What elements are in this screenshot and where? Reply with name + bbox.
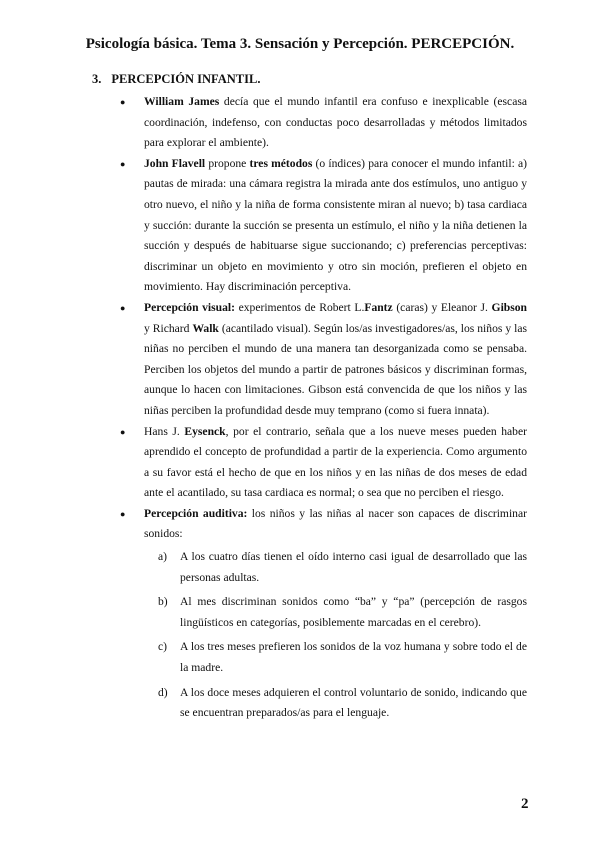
sub-item-marker: c)	[158, 640, 168, 654]
bullet-text: propone	[205, 156, 250, 170]
bullet-percepcion-auditiva	[144, 504, 527, 724]
bullet-list	[0, 92, 600, 724]
bullet-percepcion-visual	[144, 298, 527, 422]
sub-item-text: A los cuatro días tienen el oído interno casi igual de desarrollado que las personas adultas.	[180, 550, 527, 584]
section-number: 3.	[92, 72, 102, 86]
sub-item-text: Al mes discriminan sonidos como “ba” y “pa” (percepción de rasgos lingüísticos en categorías, posiblemente marcadas en el cerebro).	[180, 595, 527, 629]
page-number: 2	[521, 796, 529, 812]
sub-item-marker: d)	[158, 685, 168, 699]
sub-item-c	[158, 637, 527, 678]
name-fantz: Fantz	[364, 300, 393, 314]
bullet-text: (o índices) para conocer el mundo infantil: a) pautas de mirada: una cámara registra la mirada ante dos estímulos, uno antiguo y otro nuevo, el niño y la niña de forma consistente miran al nuevo; b) tasa cardiaca y succión: durante la succión se presenta un estímulo, el niño y la niña detienen la succión y después de habituarse sigue succionando; c) preferencias perceptivas: discriminar un objeto en movimiento y otro sin moción, prefieren el objeto en movimiento. Hay discriminación perceptiva.	[144, 156, 527, 294]
bullet-william-james	[144, 92, 527, 154]
sub-item-d	[158, 683, 527, 724]
bullet-text: , por el contrario, señala que a los nueve meses pueden haber aprendido el concepto de profundidad a partir de la experiencia. Como argumento a su favor está el hecho de que en los niños y en las niñas de dos meses de edad ante el acantilado, su tasa cardiaca es normal; o sea que no perciben el riesgo.	[144, 424, 527, 500]
sub-item-b	[158, 592, 527, 633]
bullet-text: y Richard	[144, 321, 193, 335]
section-heading	[92, 72, 260, 87]
sub-item-marker: a)	[158, 550, 168, 564]
label-percepcion-visual: Percepción visual:	[144, 300, 235, 314]
page-header: Psicología básica. Tema 3. Sensación y Percepción. PERCEPCIÓN.	[85, 36, 515, 52]
section-title: PERCEPCIÓN INFANTIL.	[111, 72, 261, 86]
label-percepcion-auditiva: Percepción auditiva:	[144, 506, 248, 520]
sub-item-text: A los tres meses prefieren los sonidos de la voz humana y sobre todo el de la madre.	[180, 640, 527, 675]
name-william-james: William James	[144, 95, 220, 108]
sub-item-marker: b)	[158, 595, 168, 609]
name-walk: Walk	[192, 321, 219, 335]
bullet-text: los niños y las niñas al nacer son capaces de discriminar sonidos:	[144, 506, 527, 541]
bullet-john-flavell	[144, 154, 527, 298]
term-tres-metodos: tres métodos	[249, 156, 313, 170]
bullet-text: Hans J.	[144, 424, 185, 438]
sub-list	[144, 547, 527, 724]
bullet-text: (acantilado visual). Según los/as investigadores/as, los niños y las niñas no perciben el mundo de una manera tan desorganizada como se pensaba. Perciben los objetos del mundo a partir de patrones básicos y discriminan formas, aunque lo hacen con limitaciones. Gibson está convencida de que los niños y las niñas perciben la profundidad desde muy temprano (como si fuera innata).	[144, 321, 527, 417]
sub-item-a	[158, 547, 527, 588]
bullet-text: decía que el mundo infantil era confuso e inexplicable (escasa coordinación, indefenso, con conductas poco desarrolladas y métodos limitados para explorar el ambiente).	[144, 95, 528, 150]
bullet-hans-eysenck	[144, 422, 527, 504]
bullet-text: experimentos de Robert L.	[234, 300, 365, 314]
name-gibson: Gibson	[491, 300, 527, 314]
sub-item-text: A los doce meses adquieren el control voluntario de sonido, indicando que se encuentran preparados/as para el lenguaje.	[180, 685, 527, 720]
name-john-flavell: John Flavell	[144, 156, 206, 170]
name-eysenck: Eysenck	[184, 424, 226, 438]
document-body	[0, 92, 600, 728]
bullet-text: (caras) y Eleanor J.	[392, 300, 492, 314]
